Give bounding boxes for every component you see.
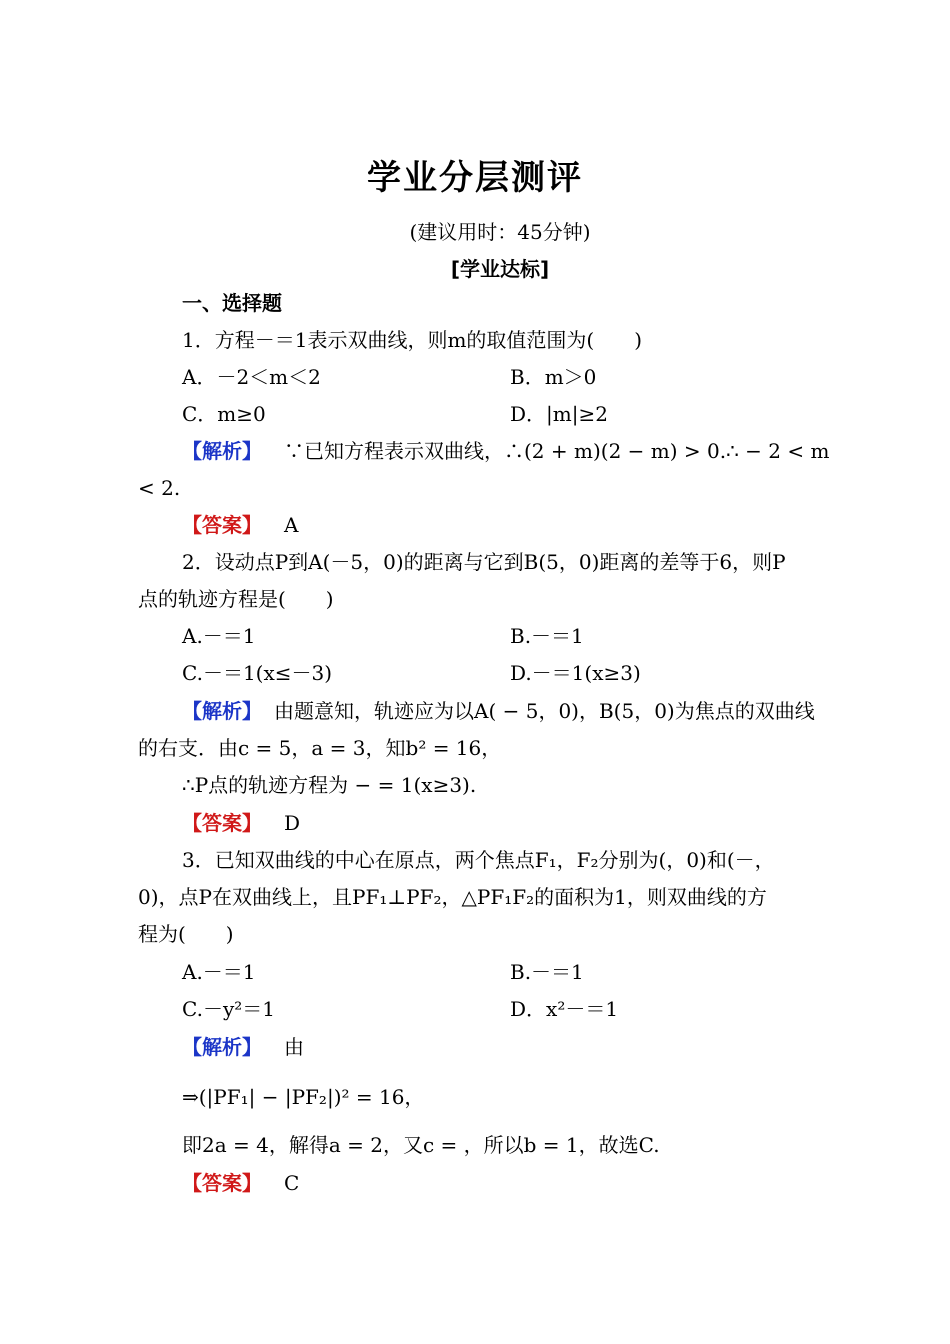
q1-option-b: B．m＞0 [510,365,597,389]
q2-stem: 2．设动点P到A(－5，0)的距离与它到B(5，0)距离的差等于6，则P [182,550,786,574]
answer-tag: 【答案】 [182,811,262,835]
q2-answer-value: D [284,811,301,835]
analysis-tag: 【解析】 [182,699,262,723]
q1-analysis-cont: < 2. [138,476,181,500]
q1-option-c: C．m≥0 [182,402,266,426]
q1-answer-value: A [284,513,299,537]
q3-analysis-derivation: ⇒(|PF₁| − |PF₂|)² = 16， [182,1085,425,1109]
q3-stem-cont-2: 程为( ) [138,922,234,946]
answer-tag: 【答案】 [182,513,262,537]
q2-stem-cont: 点的轨迹方程是( ) [138,587,334,611]
analysis-tag: 【解析】 [182,1035,262,1059]
q3-analysis [182,1034,304,1060]
q2-analysis [182,698,815,724]
section-label: 一、选择题 [182,291,282,315]
level-label: [学业达标] [450,257,550,281]
q3-option-a: A.－＝1 [182,960,256,984]
q2-option-c: C.－＝1(x≤－3) [182,661,333,685]
q3-option-b: B.－＝1 [510,960,584,984]
q1-option-a: A．－2＜m＜2 [182,365,321,389]
q1-stem: 1．方程－＝1表示双曲线，则m的取值范围为( ) [182,328,643,352]
q2-option-d: D.－＝1(x≥3) [510,661,641,685]
answer-tag: 【答案】 [182,1171,262,1195]
q2-analysis-cont: 的右支．由c = 5，a = 3，知b² = 16， [138,736,502,760]
q3-option-d: D．x²－＝1 [510,997,619,1021]
q3-answer-value: C [284,1171,300,1195]
q2-answer [182,810,300,836]
q1-analysis [182,438,829,464]
q1-option-d: D．|m|≥2 [510,402,608,426]
q3-stem-cont: 0)，点P在双曲线上，且PF₁⊥PF₂，△PF₁F₂的面积为1，则双曲线的方 [138,885,767,909]
q3-stem: 3．已知双曲线的中心在原点，两个焦点F₁，F₂分别为(，0)和(－， [182,848,775,872]
q3-answer [182,1170,299,1196]
q2-analysis-text: 由题意知，轨迹应为以A( − 5，0)，B(5，0)为焦点的双曲线 [274,699,815,723]
page-title: 学业分层测评 [367,158,583,198]
q3-analysis-result: 即2a = 4，解得a = 2，又c = ，所以b = 1，故选C. [182,1133,660,1157]
time-note: (建议用时：45分钟) [409,220,591,244]
q2-analysis-result: ∴P点的轨迹方程为 − = 1(x≥3). [182,773,477,797]
q2-option-a: A.－＝1 [182,624,256,648]
q2-option-b: B.－＝1 [510,624,584,648]
q3-option-c: C.－y²＝1 [182,997,275,1021]
q1-analysis-text: ∵已知方程表示双曲线，∴(2 + m)(2 − m) > 0.∴ − 2 < m [284,439,830,463]
q3-analysis-text: 由 [284,1035,304,1059]
analysis-tag: 【解析】 [182,439,262,463]
q1-answer [182,512,298,538]
